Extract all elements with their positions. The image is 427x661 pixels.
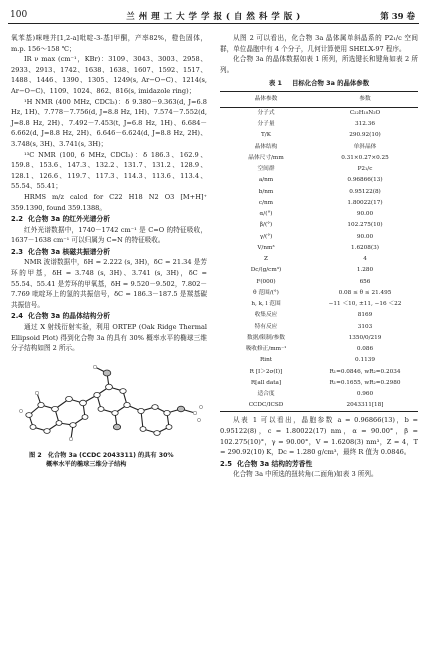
section-heading-2-5 bbox=[220, 459, 418, 470]
section-title: 化合物 3a 核磁共振谱分析 bbox=[28, 247, 111, 256]
section-heading-2-3 bbox=[11, 247, 207, 258]
parameter-name-cell: T/K bbox=[261, 132, 271, 139]
table-row bbox=[220, 164, 418, 175]
parameter-name-cell: 空间群 bbox=[257, 166, 275, 173]
table-row bbox=[220, 119, 418, 130]
parameter-value-cell: 8169 bbox=[357, 312, 373, 319]
right-column bbox=[220, 33, 418, 480]
table-caption bbox=[220, 78, 418, 89]
hrms-paragraph: HRMS m/z calcd for C22 H18 N2 O3 [M+H]⁺ 359.1390, found 359.1388。 bbox=[11, 192, 207, 212]
table-row bbox=[220, 355, 418, 366]
parameter-value-cell: 0.1139 bbox=[355, 357, 375, 364]
compound-name-paragraph: 氧苯基)咪唑并[1,2-a]吡啶-3-基]甲酮，产率82%，橙色固体，m.p. 156～158 ℃； bbox=[11, 34, 207, 53]
parameter-name-cell: 数据/限制/参数 bbox=[247, 334, 285, 341]
table-row bbox=[220, 209, 418, 220]
parameter-name-cell: 晶体尺寸/mm bbox=[248, 154, 284, 161]
left-column bbox=[11, 33, 207, 470]
parameter-value-cell: 0.086 bbox=[356, 346, 374, 353]
parameter-value-cell: 2043311[18] bbox=[312, 400, 418, 412]
crystal-parameter-table bbox=[220, 91, 418, 412]
parameter-name-cell: c/nm bbox=[258, 199, 274, 206]
parameter-value-cell: 290.92(10) bbox=[349, 132, 381, 139]
parameter-value-cell: 0.96866(13) bbox=[347, 177, 383, 184]
table-row bbox=[220, 321, 418, 332]
parameter-name-cell: a/nm bbox=[258, 177, 274, 184]
parameter-name-cell: Rint bbox=[259, 357, 273, 364]
parameter-value-cell: 656 bbox=[359, 278, 371, 285]
parameter-value-cell: 1350/0/219 bbox=[348, 334, 382, 341]
table-row bbox=[220, 400, 418, 412]
table-row bbox=[220, 389, 418, 400]
table-row bbox=[220, 107, 418, 119]
table-row bbox=[220, 378, 418, 389]
section-number: 2.4 bbox=[11, 312, 24, 321]
parameter-name-cell: β/(°) bbox=[259, 222, 273, 229]
ir-data-paragraph: IR ν max (cm⁻¹，KBr)：3109、3043、3003、2958、2933、2913、1742、1638、1638、1607、1592、1517、1488、1446、1390、1305、1249(s, Ar−O−C)、1214(s, Ar−O−C)、1109、1024、862、816(s, imidazole ring)； bbox=[11, 55, 207, 95]
volume-label: 第 39 卷 bbox=[380, 12, 415, 22]
table-row bbox=[220, 141, 418, 152]
parameter-name-cell: CCDC/ICSD bbox=[220, 400, 312, 412]
table-row bbox=[220, 254, 418, 265]
table-reference-paragraph: 化合物 3a 的晶体数据如表 1 所列，所选键长和键角如表 2 所列。 bbox=[220, 55, 418, 74]
parameter-name-cell: 特有反应 bbox=[254, 323, 278, 330]
table-row bbox=[220, 186, 418, 197]
crystal-analysis-paragraph: 通过 X 射线衍射实验，利用 ORTEP (Oak Ridge Thermal Ellipsoid Plot) 得到化合物 3a 的具有 30% 概率水平的椭球三维分子结构如图 2 所示。 bbox=[11, 323, 207, 353]
section-number: 2.3 bbox=[11, 247, 24, 256]
parameter-name-cell: 收集反应 bbox=[254, 312, 278, 319]
section-number: 2.5 bbox=[220, 459, 233, 468]
parameter-value-cell: 3103 bbox=[357, 323, 373, 330]
crystal-system-paragraph: 从图 2 可以看出，化合物 3a 晶体属单斜晶系的 P2₁/c 空间群，单位晶胞中有 4 个分子，几何计算使用 SHELX-97 程序。 bbox=[220, 34, 418, 53]
parameter-name-cell: Dc/(g/cm³) bbox=[250, 267, 282, 274]
table-row bbox=[220, 198, 418, 209]
column-header-parameter: 晶体参数 bbox=[220, 91, 312, 107]
table-number: 表 1 bbox=[268, 79, 282, 88]
cell-parameters-paragraph: 从表 1 可以看出，晶胞参数 a = 0.96866(13)，b = 0.95122(8)，c = 1.80022(17) nm，α = 90.00°，β = 102.275(10)°，γ = 90.00°，V = 1.6208(3) nm³，Z = 4，T = 290.92(10) K，Dc = 1.280 g/cm³，最终 R 值为 0.0846。 bbox=[220, 416, 418, 457]
ortep-molecular-structure-figure bbox=[11, 357, 207, 449]
parameter-value-cell: 0.960 bbox=[356, 391, 374, 398]
parameter-name-cell: Z bbox=[264, 256, 268, 263]
parameter-name-cell: θ 范围/(°) bbox=[253, 289, 279, 296]
figure-caption-line-2: 概率水平的椭球三维分子结构 bbox=[46, 461, 127, 469]
section-number: 2.2 bbox=[11, 215, 24, 224]
parameter-name-cell: α/(°) bbox=[259, 211, 273, 218]
page-header bbox=[0, 0, 427, 26]
parameter-name-cell: V/nm³ bbox=[257, 244, 275, 251]
header-rule bbox=[8, 23, 419, 24]
parameter-value-cell: R₁=0.1655, wR₂=0.2980 bbox=[329, 379, 401, 386]
table-row bbox=[220, 243, 418, 254]
parameter-name-cell: 分子量 bbox=[257, 121, 275, 128]
parameter-value-cell: 102.275(10) bbox=[347, 222, 383, 229]
page-number: 100 bbox=[10, 10, 28, 20]
section-title: 化合物 3a 结构的芳香性 bbox=[237, 459, 313, 468]
table-row bbox=[220, 231, 418, 242]
section-title: 化合物 3a 的红外光谱分析 bbox=[28, 215, 111, 224]
parameter-name-cell: 吸收修正/mm⁻¹ bbox=[245, 346, 287, 353]
h-nmr-paragraph: ¹H NMR (400 MHz, CDCl₃)：δ 9.380－9.363(d, J=6.8 Hz, 1H)、7.778－7.756(d, J=8.8 Hz, 1H)、7.574－7.552(d, J=8.8 Hz, 2H)、7.492－7.453(t, J=6.8 Hz, 1H)、6.684－6.662(d, J=8.8 Hz, 2H)、6.646－6.624(d, J=8.8 Hz, 2H)、3.748(s, 3H)、3.741(s, 3H)； bbox=[11, 97, 207, 148]
table-row bbox=[220, 265, 418, 276]
table-row bbox=[220, 220, 418, 231]
parameter-value-cell: C₂₂H₁₈N₂O bbox=[349, 109, 381, 116]
table-row bbox=[220, 175, 418, 186]
section-heading-2-2 bbox=[11, 214, 207, 225]
parameter-value-cell: 312.36 bbox=[355, 121, 375, 128]
journal-title: 兰 州 理 工 大 学 学 报 ( 自 然 科 学 版 ) bbox=[126, 12, 301, 22]
table-title: 目标化合物 3a 的晶体参数 bbox=[291, 79, 370, 88]
parameter-value-cell: 90.00 bbox=[356, 233, 374, 240]
ir-analysis-paragraph: 红外光谱数据中，1740－1742 cm⁻¹ 是 C=O 的特征吸收，1637－1638 cm⁻¹ 可以归属为 C=N 的特征吸收。 bbox=[11, 225, 207, 245]
parameter-value-cell: 1.280 bbox=[356, 267, 374, 274]
parameter-value-cell: 单斜晶体 bbox=[353, 143, 377, 150]
parameter-value-cell: R₁=0.0846, wR₂=0.2034 bbox=[329, 368, 401, 375]
figure-caption bbox=[11, 451, 207, 470]
table-row bbox=[220, 333, 418, 344]
figure-caption-line-1: 图 2 化合物 3a (CCDC 2043311) 的具有 30% bbox=[29, 451, 174, 459]
parameter-name-cell: h, k, l 范围 bbox=[251, 301, 281, 308]
parameter-name-cell: 分子式 bbox=[257, 109, 275, 116]
table-row bbox=[220, 288, 418, 299]
parameter-name-cell: R [I＞2σ(I)] bbox=[249, 368, 283, 375]
table-header-row bbox=[220, 91, 418, 107]
table-row bbox=[220, 299, 418, 310]
parameter-name-cell: F(000) bbox=[256, 278, 276, 285]
section-heading-2-4 bbox=[11, 311, 207, 322]
parameter-name-cell: R[all data] bbox=[250, 379, 282, 386]
parameter-name-cell: 晶体结构 bbox=[254, 143, 278, 150]
parameter-value-cell: 0.31×0.27×0.25 bbox=[341, 154, 389, 161]
parameter-name-cell: γ/(°) bbox=[259, 233, 273, 240]
parameter-value-cell: 1.6208(3) bbox=[351, 244, 379, 251]
table-row bbox=[220, 366, 418, 377]
torsion-angle-paragraph: 化合物 3a 中所选的扭转角(二面角)如表 3 所列。 bbox=[233, 470, 378, 479]
table-row bbox=[220, 310, 418, 321]
parameter-value-cell: 90.00 bbox=[356, 211, 374, 218]
ortep-drawing bbox=[11, 357, 207, 449]
table-row bbox=[220, 276, 418, 287]
parameter-value-cell: 0.95122(8) bbox=[349, 188, 381, 195]
nmr-analysis-paragraph: NMR 波谱数据中，δH = 2.222 (s, 3H)，δC = 21.34 是芳环的甲基，δH = 3.748 (s, 3H)、3.741 (s, 3H)，δC = 55.54、55.41 是芳环的甲氧基，δH = 9.520－9.502，7.802－7.769 吡啶环上的氢的共振信号，δC = 186.3－187.5 是羰基碳共振信号。 bbox=[11, 258, 207, 309]
table-row bbox=[220, 130, 418, 141]
parameter-name-cell: 适合度 bbox=[257, 391, 275, 398]
section-title: 化合物 3a 的晶体结构分析 bbox=[28, 312, 111, 321]
column-header-value: 参数 bbox=[312, 91, 418, 107]
parameter-value-cell: −11 ＜10, ±11, −16 ＜22 bbox=[328, 301, 402, 308]
parameter-name-cell: b/nm bbox=[258, 188, 274, 195]
table-row bbox=[220, 344, 418, 355]
parameter-value-cell: 4 bbox=[363, 256, 367, 263]
parameter-value-cell: 1.80022(17) bbox=[347, 199, 383, 206]
table-body bbox=[220, 107, 418, 412]
parameter-value-cell: 0.08 ≤ θ ≤ 21.495 bbox=[338, 289, 392, 296]
c-nmr-paragraph: ¹³C NMR (100, 6 MHz, CDCl₃)：δ 186.3、162.9、159.8、153.6、147.3、132.2、131.7、131.2、128.9、128.1、126.6、119.7、117.3、114.3、113.6、113.4、55.54、55.41； bbox=[11, 150, 207, 191]
table-row bbox=[220, 153, 418, 164]
parameter-value-cell: P2₁/c bbox=[357, 166, 373, 173]
